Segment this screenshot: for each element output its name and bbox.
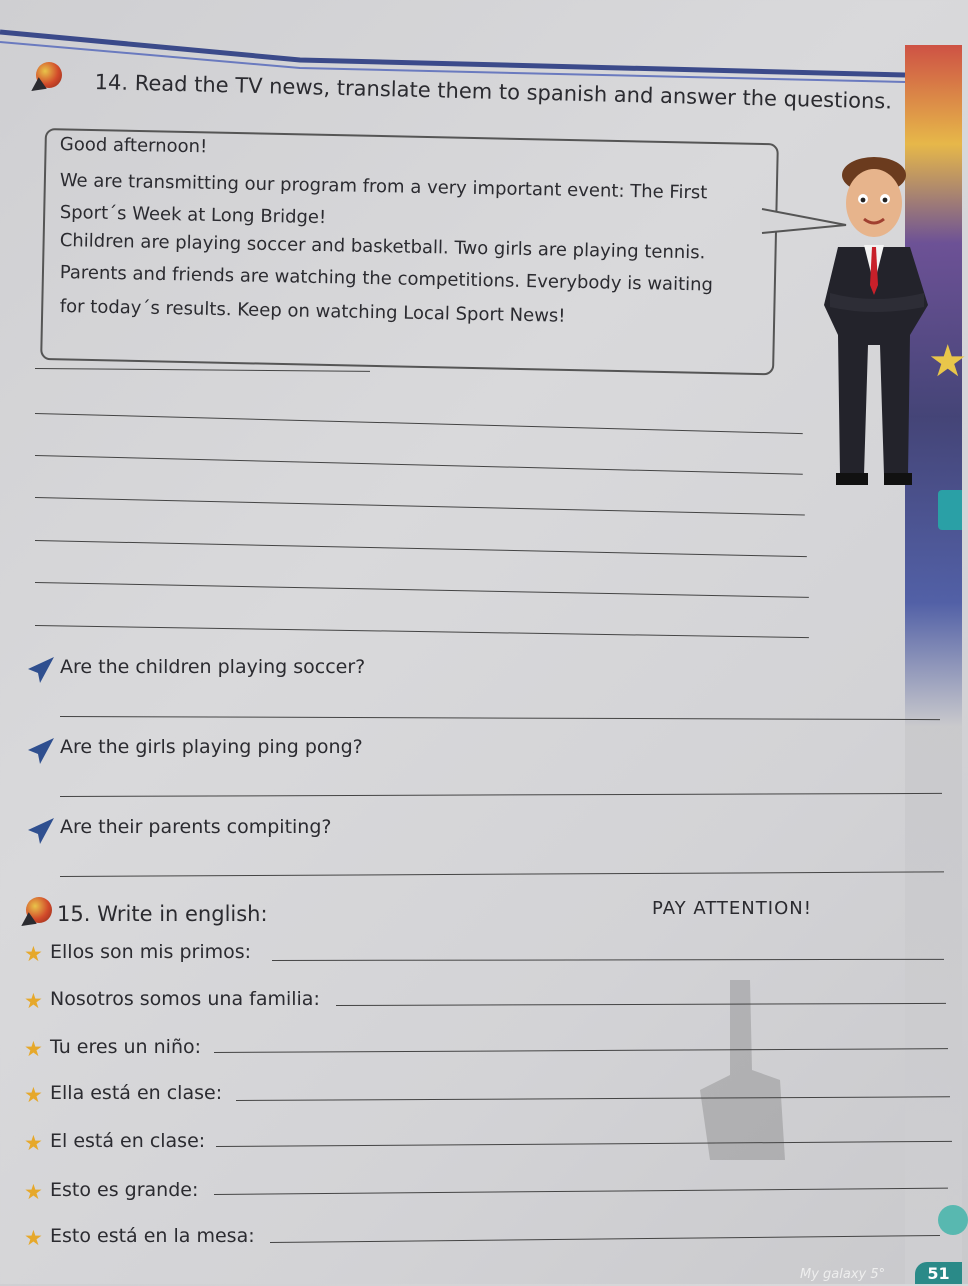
news-line-6: for today´s results. Keep on watching Local Sport News! <box>59 296 566 327</box>
star-bullet-icon: ★ <box>24 1131 43 1155</box>
translation-line[interactable] <box>35 497 805 515</box>
answer-line[interactable] <box>60 871 944 877</box>
series-label: My galaxy 5° <box>800 1267 886 1282</box>
answer-line[interactable] <box>60 793 942 797</box>
pencil-icon <box>30 58 66 94</box>
news-line-5: Parents and friends are watching the competitions. Everybody is waiting <box>59 262 714 296</box>
translation-line[interactable] <box>35 582 809 598</box>
english-answer-line[interactable] <box>272 959 944 961</box>
star-decoration-icon: ★ <box>928 336 968 387</box>
star-bullet-icon: ★ <box>24 942 43 966</box>
question-1: Are the children playing soccer? <box>60 656 366 678</box>
question-2: Are the girls playing ping pong? <box>60 736 363 758</box>
pencil-icon <box>20 893 56 929</box>
sentence-2: Nosotros somos una familia: <box>50 988 320 1010</box>
sentence-1: Ellos son mis primos: <box>50 941 252 963</box>
sentence-5: El está en clase: <box>50 1130 206 1152</box>
star-bullet-icon: ★ <box>24 1037 43 1061</box>
sentence-4: Ella está en clase: <box>50 1082 223 1104</box>
star-bullet-icon: ★ <box>24 1180 43 1204</box>
exercise-14-title: 14. Read the TV news, translate them to spanish and answer the questions. <box>94 70 893 114</box>
english-answer-line[interactable] <box>214 1048 948 1053</box>
ball-decoration-icon <box>938 1205 968 1235</box>
translation-line[interactable] <box>35 455 803 475</box>
news-reporter-illustration <box>828 155 938 495</box>
translation-line[interactable] <box>35 413 803 434</box>
english-answer-line[interactable] <box>216 1141 952 1147</box>
translation-line[interactable] <box>35 625 809 638</box>
news-line-2: We are transmitting our program from a very important event: The First <box>59 170 708 204</box>
sentence-6: Esto es grande: <box>50 1179 199 1201</box>
paper-plane-icon <box>26 655 56 685</box>
page-number: 51 <box>915 1262 962 1284</box>
news-line-3: Sport´s Week at Long Bridge! <box>59 202 327 229</box>
sentence-3: Tu eres un niño: <box>50 1036 202 1058</box>
translation-line[interactable] <box>35 368 370 372</box>
paper-plane-icon <box>26 816 56 846</box>
teal-decoration <box>938 490 962 530</box>
translation-line[interactable] <box>35 540 807 557</box>
pay-attention-notice: PAY ATTENTION! <box>652 898 812 919</box>
news-line-1: Good afternoon! <box>59 134 208 158</box>
sentence-7: Esto está en la mesa: <box>50 1225 255 1247</box>
question-3: Are their parents compiting? <box>60 816 332 838</box>
star-bullet-icon: ★ <box>24 1083 43 1107</box>
english-answer-line[interactable] <box>236 1096 950 1101</box>
english-answer-line[interactable] <box>336 1003 946 1006</box>
star-bullet-icon: ★ <box>24 989 43 1013</box>
star-bullet-icon: ★ <box>24 1226 43 1250</box>
answer-line[interactable] <box>60 716 940 720</box>
english-answer-line[interactable] <box>214 1188 948 1195</box>
news-line-4: Children are playing soccer and basketball. Two girls are playing tennis. <box>59 230 706 264</box>
exercise-15-title: 15. Write in english: <box>57 902 268 926</box>
paper-plane-icon <box>26 736 56 766</box>
english-answer-line[interactable] <box>270 1235 940 1243</box>
pointing-hand-watermark-icon <box>690 980 790 1180</box>
